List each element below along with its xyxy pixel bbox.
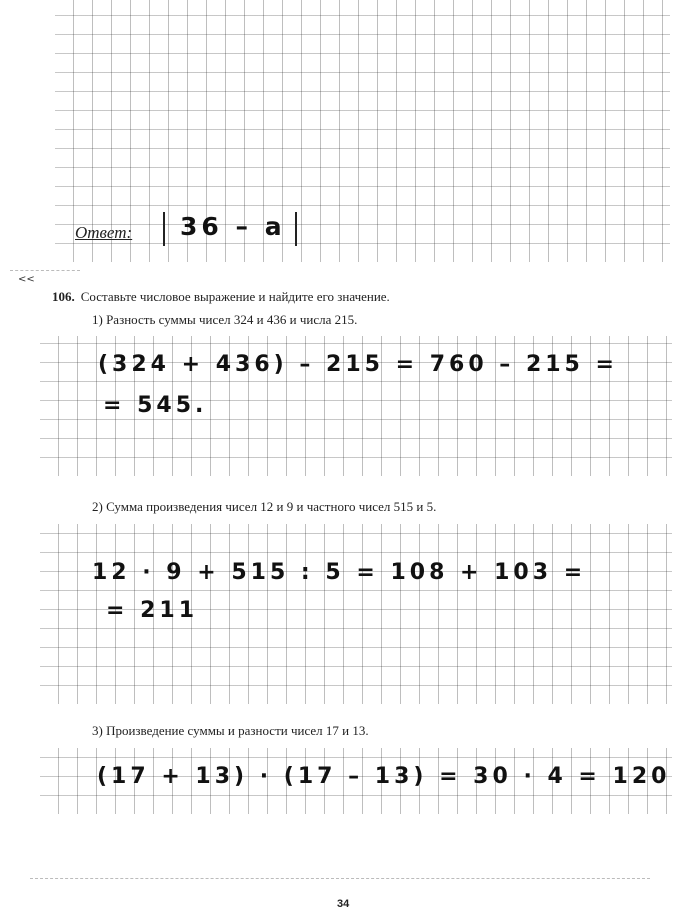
problem-number: 106.	[52, 289, 75, 304]
margin-divider	[10, 270, 80, 271]
problem-prompt: Составьте числовое выражение и найдите его значение.	[80, 289, 390, 304]
part-1-solution-line-2: = 545.	[103, 393, 208, 418]
answer-label: Ответ:	[75, 223, 133, 242]
part-2-solution-line-2: = 211	[106, 598, 199, 623]
margin-mark: <<	[18, 274, 35, 285]
part-2-solution-line-1: 12 · 9 + 515 : 5 = 108 + 103 =	[92, 560, 587, 585]
part-2-text: 2) Сумма произведения чисел 12 и 9 и частного чисел 515 и 5.	[92, 499, 437, 514]
grid-previous-problem	[55, 0, 670, 262]
part-1-text: 1) Разность суммы чисел 324 и 436 и числа 215.	[92, 312, 358, 327]
bottom-scan-line	[30, 878, 650, 879]
part-3-text: 3) Произведение суммы и разности чисел 17 и 13.	[92, 723, 369, 738]
part-3-solution-line-1: (17 + 13) · (17 – 13) = 30 · 4 = 120	[97, 764, 671, 789]
answer-value: 36 – a	[180, 212, 286, 241]
problem-heading	[52, 289, 390, 305]
part-1-solution-line-1: (324 + 436) – 215 = 760 – 215 =	[98, 352, 618, 377]
page-number: 34	[337, 898, 350, 910]
